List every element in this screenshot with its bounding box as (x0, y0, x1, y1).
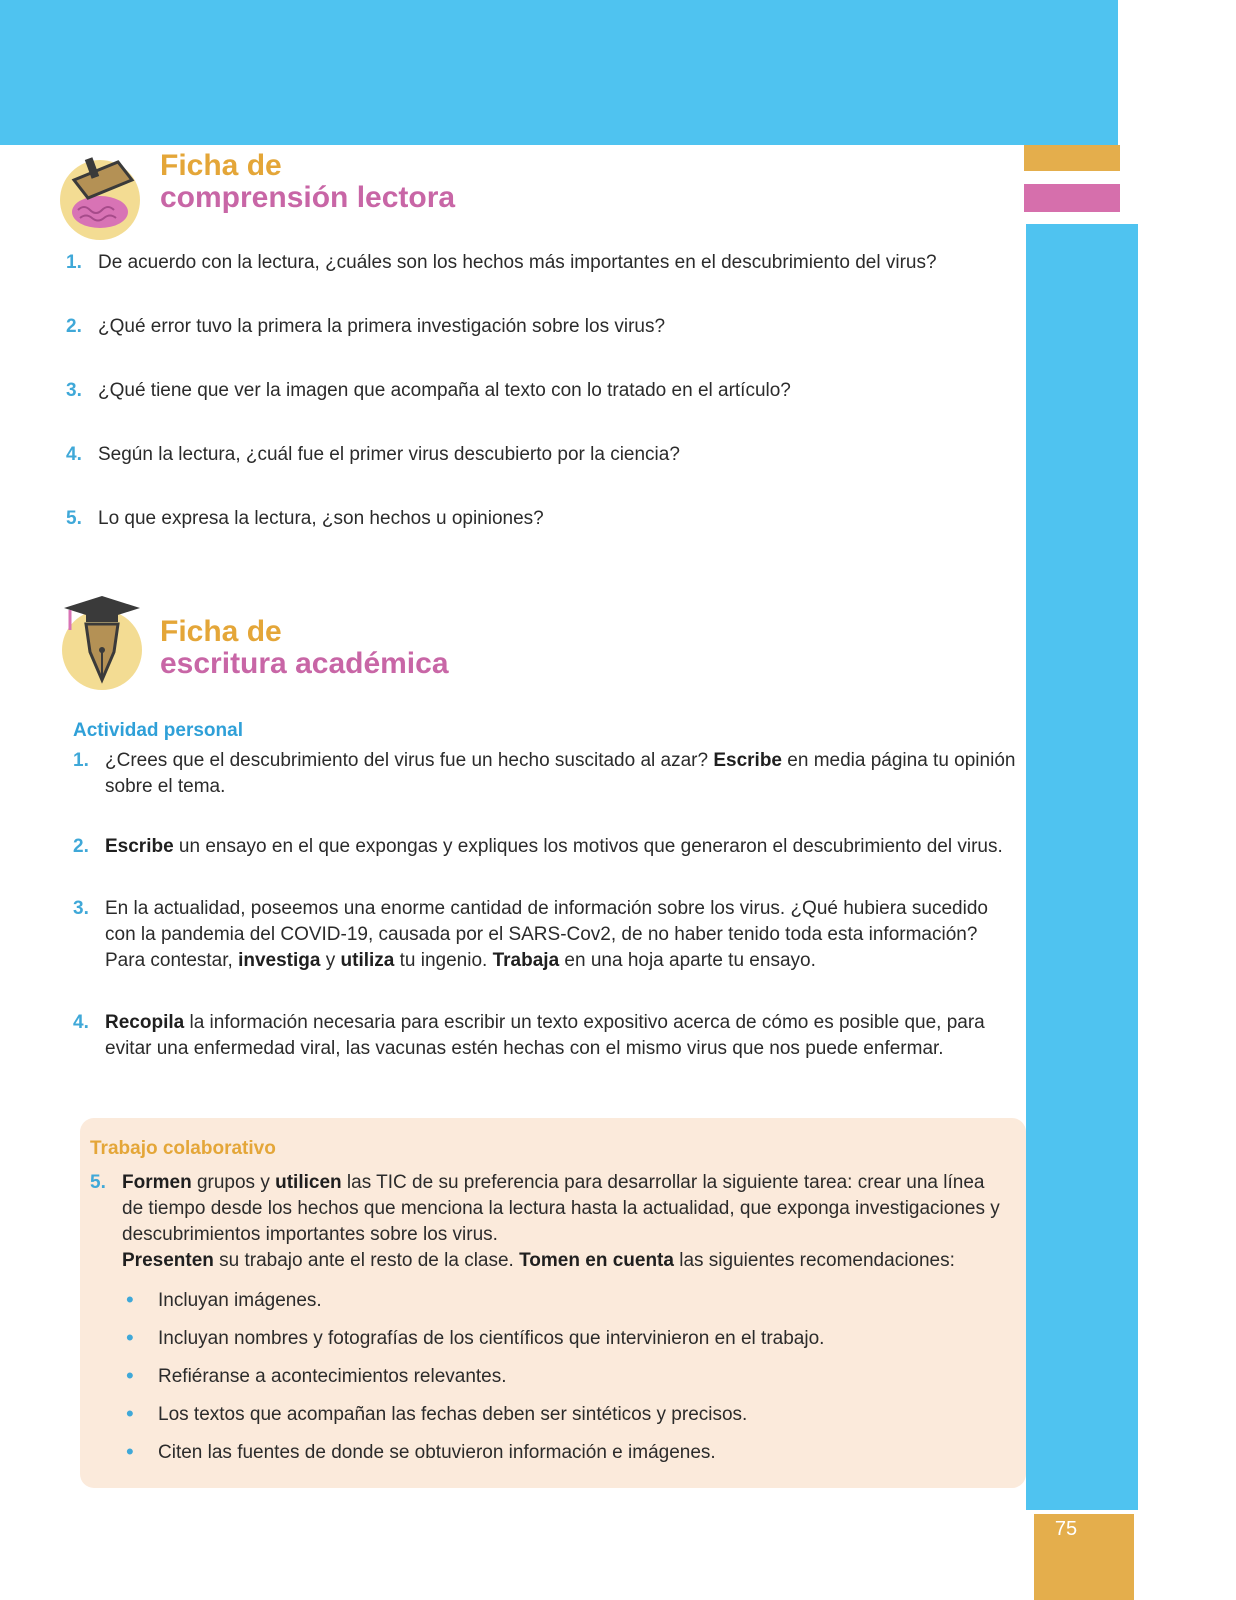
list-item (66, 442, 1016, 468)
list-item (126, 1440, 1006, 1466)
bullet-icon: • (126, 1439, 134, 1464)
question-number: 3. (73, 898, 89, 919)
question-text: ¿Qué tiene que ver la imagen que acompaña al texto con lo tratado en el artículo? (98, 380, 791, 401)
question-text: Lo que expresa la lectura, ¿son hechos u opiniones? (98, 508, 544, 529)
section-header-escritura (56, 594, 449, 684)
recommendation-text: Los textos que acompañan las fechas deben ser sintéticos y precisos. (158, 1404, 748, 1425)
list-item (90, 1170, 1006, 1274)
question-text: ¿Crees que el descubrimiento del virus fue un hecho suscitado al azar? Escribe en media página tu opinión sobre el tema. (105, 750, 1016, 797)
question-number: 4. (66, 444, 82, 465)
list-item (66, 506, 1016, 532)
brain-book-icon (56, 150, 146, 240)
collaborative-task (90, 1170, 1006, 1274)
recommendation-text: Incluyan nombres y fotografías de los científicos que intervinieron en el trabajo. (158, 1328, 825, 1349)
recommendation-text: Refiéranse a acontecimientos relevantes. (158, 1366, 507, 1387)
page-number: 75 (1054, 1518, 1078, 1540)
question-number: 1. (66, 252, 82, 273)
list-item (126, 1288, 1006, 1314)
graduation-cap-pen-icon (56, 594, 146, 684)
escritura-questions (73, 748, 1018, 1062)
recommendations-list (126, 1288, 1006, 1478)
recommendation-text: Incluyan imágenes. (158, 1290, 322, 1311)
question-number: 5. (90, 1172, 106, 1193)
list-item (73, 748, 1018, 800)
list-item (73, 896, 1018, 974)
comprension-questions (66, 250, 1016, 532)
section-title-line-1: Ficha de (160, 615, 282, 648)
section-title-line-2: escritura académica (160, 647, 449, 680)
list-item (66, 314, 1016, 340)
subheading-actividad-personal: Actividad personal (73, 720, 243, 741)
section-header-comprension (56, 150, 455, 240)
list-item (66, 250, 1016, 276)
section-title-line-2: comprensión lectora (160, 181, 456, 214)
question-text: Formen grupos y utilicen las TIC de su preferencia para desarrollar la siguiente tarea: crear una línea de tiempo desde los hechos que menciona la lectura hasta la actualidad, que exponga investigaciones y descubrimientos importantes sobre los virus. Presenten su trabajo ante el resto de la clase. Tomen en cuenta las siguientes recomendaciones: (122, 1172, 1000, 1271)
list-item (126, 1402, 1006, 1428)
bullet-icon: • (126, 1325, 134, 1350)
bullet-icon: • (126, 1401, 134, 1426)
question-text: Escribe un ensayo en el que expongas y expliques los motivos que generaron el descubrimiento del virus. (105, 836, 1003, 857)
list-item (126, 1326, 1006, 1352)
question-number: 2. (66, 316, 82, 337)
side-tab-pink (1024, 184, 1120, 212)
recommendation-text: Citen las fuentes de donde se obtuvieron información e imágenes. (158, 1442, 716, 1463)
side-tab-gold (1024, 145, 1120, 171)
side-margin-band (1026, 224, 1138, 1510)
question-text: ¿Qué error tuvo la primera la primera investigación sobre los virus? (98, 316, 666, 337)
question-text: De acuerdo con la lectura, ¿cuáles son los hechos más importantes en el descubrimiento del virus? (98, 252, 937, 273)
question-number: 3. (66, 380, 82, 401)
question-number: 1. (73, 750, 89, 771)
collaborative-work-title: Trabajo colaborativo (90, 1138, 276, 1159)
question-text: En la actualidad, poseemos una enorme cantidad de información sobre los virus. ¿Qué hubiera sucedido con la pandemia del COVID-19, causada por el SARS-Cov2, de no haber tenido toda esta información? Para contestar, investiga y utiliza tu ingenio. Trabaja en una hoja aparte tu ensayo. (105, 898, 988, 971)
question-number: 4. (73, 1012, 89, 1033)
list-item (73, 1010, 1018, 1062)
question-text: Recopila la información necesaria para escribir un texto expositivo acerca de cómo es posible que, para evitar una enfermedad viral, las vacunas estén hechas con el mismo virus que nos puede enfermar. (105, 1012, 985, 1059)
question-text: Según la lectura, ¿cuál fue el primer virus descubierto por la ciencia? (98, 444, 680, 465)
question-number: 5. (66, 508, 82, 529)
section-title-line-1: Ficha de (160, 149, 282, 182)
list-item (66, 378, 1016, 404)
list-item (73, 834, 1018, 860)
question-number: 2. (73, 836, 89, 857)
bullet-icon: • (126, 1287, 134, 1312)
list-item (126, 1364, 1006, 1390)
top-color-band (0, 0, 1118, 145)
bullet-icon: • (126, 1363, 134, 1388)
